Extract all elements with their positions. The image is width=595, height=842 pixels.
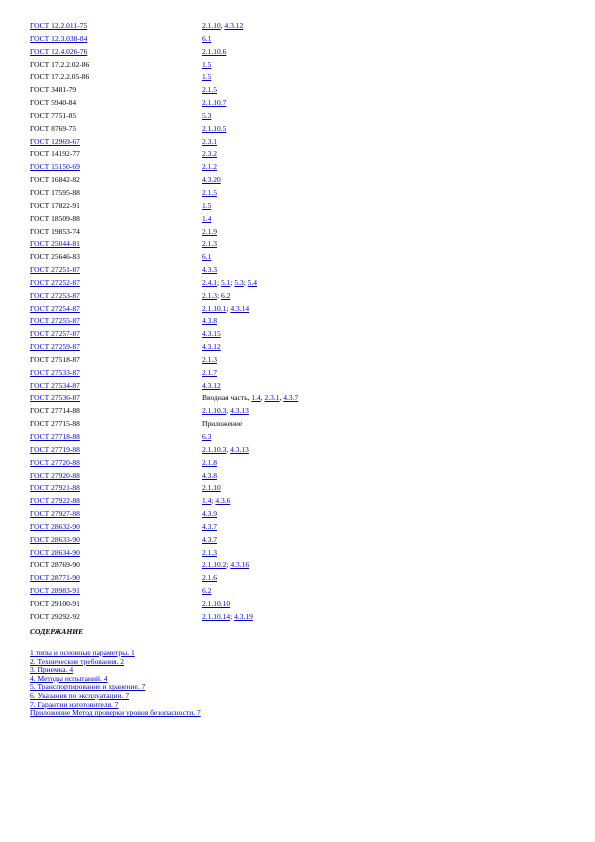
contents-title: СОДЕРЖАНИЕ — [30, 627, 84, 636]
standard-label: ГОСТ 14192-77 — [30, 149, 80, 159]
toc-link[interactable]: 7. Гарантии изготовителя. 7 — [30, 699, 119, 709]
standard-link[interactable]: ГОСТ 27533-87 — [30, 367, 80, 377]
clause-link[interactable]: 2.1.10.14 — [202, 611, 231, 621]
clause-link[interactable]: 4.3.14 — [230, 303, 250, 313]
standard-cell — [30, 161, 202, 174]
clause-link[interactable]: 6.3 — [202, 432, 212, 441]
standard-link[interactable]: ГОСТ 27720-88 — [30, 457, 80, 467]
clause-link[interactable]: 4.3.8 — [202, 316, 217, 326]
clause-link[interactable]: 4.3.12 — [202, 380, 221, 390]
clause-cell — [202, 418, 402, 431]
table-row — [30, 598, 402, 611]
standard-cell — [30, 277, 202, 290]
table-row — [30, 431, 402, 444]
clause-link[interactable]: 4.3.13 — [230, 406, 249, 416]
standard-cell — [30, 238, 202, 251]
table-row — [30, 161, 402, 174]
standard-link[interactable]: ГОСТ 27719-88 — [30, 444, 80, 454]
clause-cell — [202, 341, 402, 354]
clause-cell — [202, 585, 402, 598]
clause-cell — [202, 547, 402, 560]
standard-cell — [30, 495, 202, 508]
clause-link[interactable]: 2.1.8 — [202, 457, 217, 467]
table-row — [30, 97, 402, 110]
table-row — [30, 341, 402, 354]
table-row — [30, 444, 402, 457]
table-row — [30, 521, 402, 534]
clause-link[interactable]: 4.3.7 — [202, 534, 217, 544]
table-row — [30, 59, 402, 72]
standard-cell — [30, 585, 202, 598]
standard-link[interactable]: ГОСТ 27920-88 — [30, 470, 80, 480]
clause-link[interactable]: 4.3.16 — [230, 560, 250, 570]
standard-link[interactable]: ГОСТ 27921-88 — [30, 483, 80, 493]
standard-label: ГОСТ 16842-82 — [30, 175, 80, 185]
standard-cell — [30, 303, 202, 316]
table-row — [30, 392, 402, 405]
standard-cell — [30, 174, 202, 187]
standard-cell — [30, 84, 202, 97]
standard-label: ГОСТ 27714-88 — [30, 406, 80, 416]
table-row — [30, 354, 402, 367]
toc-link[interactable]: 4. Методы испытаний. 4 — [30, 673, 108, 683]
standard-cell — [30, 431, 202, 444]
standard-label: ГОСТ 29100-91 — [30, 598, 80, 608]
standard-cell — [30, 418, 202, 431]
clause-text: , — [220, 21, 225, 30]
clause-link[interactable]: 2.1.10.3 — [202, 406, 227, 416]
table-row — [30, 123, 402, 136]
clause-text: ; — [243, 277, 248, 287]
clause-link[interactable]: 2.1.10 — [202, 21, 221, 30]
standard-label: ГОСТ 7751-85 — [30, 110, 77, 120]
standard-cell — [30, 482, 202, 495]
standard-cell — [30, 547, 202, 560]
standard-cell — [30, 213, 202, 226]
clause-link[interactable]: 5.4 — [247, 277, 258, 287]
clause-cell — [202, 559, 402, 572]
table-row — [30, 315, 402, 328]
clause-text: ; — [230, 611, 235, 621]
standard-cell — [30, 136, 202, 149]
standard-label: ГОСТ 8769-75 — [30, 123, 77, 133]
references-table — [30, 20, 402, 624]
clause-link[interactable]: 4.3.7 — [283, 393, 299, 403]
clause-link[interactable]: 1.4 — [202, 213, 212, 223]
standard-cell — [30, 444, 202, 457]
standard-cell — [30, 405, 202, 418]
clause-text: Приложение — [202, 419, 243, 429]
standard-link[interactable]: ГОСТ 28983-91 — [30, 586, 80, 596]
standard-link[interactable]: ГОСТ 28632-90 — [30, 521, 80, 531]
standard-cell — [30, 598, 202, 611]
clause-cell — [202, 315, 402, 328]
clause-cell — [202, 277, 402, 290]
standard-link[interactable]: ГОСТ 28771-90 — [30, 573, 80, 583]
standard-cell — [30, 392, 202, 405]
standard-cell — [30, 315, 202, 328]
clause-cell — [202, 303, 402, 316]
clause-link[interactable]: 6.1 — [202, 252, 212, 262]
standard-cell — [30, 470, 202, 483]
clause-cell — [202, 71, 402, 84]
standard-cell — [30, 123, 202, 136]
standard-cell — [30, 264, 202, 277]
clause-text: , — [260, 393, 265, 403]
clause-cell — [202, 226, 402, 239]
standard-label: ГОСТ 17.2.2.05-86 — [30, 72, 90, 82]
standard-link[interactable]: ГОСТ 12.2.011-75 — [30, 21, 88, 30]
table-row — [30, 572, 402, 585]
table-row — [30, 136, 402, 149]
clause-cell — [202, 495, 402, 508]
standard-link[interactable]: ГОСТ 27252-87 — [30, 277, 80, 287]
clause-cell — [202, 200, 402, 213]
standard-cell — [30, 290, 202, 303]
standard-label: ГОСТ 27518-87 — [30, 354, 80, 364]
clause-link[interactable]: 2.1.5 — [202, 187, 217, 197]
table-row — [30, 482, 402, 495]
table-row — [30, 238, 402, 251]
clause-link[interactable]: 4.3.12 — [224, 21, 244, 30]
clause-cell — [202, 33, 402, 46]
clause-text: , — [226, 406, 231, 416]
clause-cell — [202, 380, 402, 393]
clause-link[interactable]: 2.1.10.10 — [202, 598, 231, 608]
standard-cell — [30, 328, 202, 341]
standard-label: ГОСТ 17822-91 — [30, 200, 80, 210]
clause-link[interactable]: 2.3.1 — [202, 136, 217, 146]
clause-link[interactable]: 4.3.3 — [202, 265, 217, 275]
clause-text: ; — [226, 303, 231, 313]
table-row — [30, 470, 402, 483]
standard-cell — [30, 367, 202, 380]
standard-link[interactable]: ГОСТ 28633-90 — [30, 534, 80, 544]
standard-cell — [30, 508, 202, 521]
clause-link[interactable]: 6.2 — [202, 586, 212, 596]
standard-cell — [30, 59, 202, 72]
table-row — [30, 213, 402, 226]
clause-link[interactable]: 2.4.1 — [202, 277, 217, 287]
clause-link[interactable]: 2.1.10.2 — [202, 560, 227, 570]
standard-cell — [30, 354, 202, 367]
clause-link[interactable]: 4.3.13 — [230, 444, 249, 454]
table-row — [30, 367, 402, 380]
table-row — [30, 264, 402, 277]
table-row — [30, 585, 402, 598]
clause-link[interactable]: 2.1.7 — [202, 367, 217, 377]
standard-cell — [30, 200, 202, 213]
clause-link[interactable]: 5.3 — [234, 277, 244, 287]
standard-label: ГОСТ 28769-90 — [30, 560, 80, 570]
table-of-contents — [30, 649, 201, 718]
standard-link[interactable]: ГОСТ 27534-87 — [30, 380, 80, 390]
clause-cell — [202, 354, 402, 367]
clause-cell — [202, 59, 402, 72]
clause-cell — [202, 572, 402, 585]
table-row — [30, 251, 402, 264]
table-row — [30, 226, 402, 239]
standard-cell — [30, 71, 202, 84]
clause-cell — [202, 328, 402, 341]
standard-link[interactable]: ГОСТ 27927-88 — [30, 509, 80, 519]
clause-link[interactable]: 2.1.10.3 — [202, 444, 227, 454]
standard-cell — [30, 97, 202, 110]
clause-link[interactable]: 4.3.19 — [234, 611, 253, 621]
toc-link[interactable]: 3. Приемка. 4 — [30, 665, 74, 675]
table-row — [30, 405, 402, 418]
clause-cell — [202, 521, 402, 534]
clause-link[interactable]: 4.3.7 — [202, 521, 217, 531]
toc-link[interactable]: 6. Указания по эксплуатации. 7 — [30, 690, 130, 700]
standard-label: ГОСТ 3481-79 — [30, 85, 77, 95]
clause-cell — [202, 213, 402, 226]
standard-label: ГОСТ 17595-88 — [30, 187, 80, 197]
table-row — [30, 534, 402, 547]
clause-link[interactable]: 2.1.10.5 — [202, 123, 227, 133]
table-row — [30, 328, 402, 341]
references-body — [30, 20, 402, 624]
clause-text: ; — [230, 277, 235, 287]
clause-link[interactable]: 2.1.3 — [202, 239, 217, 249]
standard-link[interactable]: ГОСТ 12.4.026-76 — [30, 46, 88, 56]
standard-cell — [30, 380, 202, 393]
clause-link[interactable]: 1.5 — [202, 200, 212, 210]
clause-cell — [202, 611, 402, 624]
clause-link[interactable]: 1.4 — [202, 496, 212, 506]
standard-link[interactable]: ГОСТ 27251-87 — [30, 265, 80, 275]
clause-cell — [202, 534, 402, 547]
clause-cell — [202, 251, 402, 264]
standard-link[interactable]: ГОСТ 27254-87 — [30, 303, 80, 313]
clause-cell — [202, 290, 402, 303]
table-row — [30, 547, 402, 560]
standard-link[interactable]: ГОСТ 27257-87 — [30, 329, 80, 339]
standard-cell — [30, 457, 202, 470]
clause-link[interactable]: 2.1.5 — [202, 85, 217, 95]
standard-label: ГОСТ 17.2.2.02-86 — [30, 59, 90, 69]
table-row — [30, 559, 402, 572]
standard-label: ГОСТ 19853-74 — [30, 226, 80, 236]
standard-link[interactable]: ГОСТ 27253-87 — [30, 290, 80, 300]
standard-label: ГОСТ 27715-88 — [30, 419, 80, 429]
clause-text: ; — [211, 496, 216, 506]
clause-link[interactable]: 2.1.10 — [202, 483, 221, 493]
clause-link[interactable]: 2.1.10.7 — [202, 98, 227, 108]
standard-cell — [30, 187, 202, 200]
clause-text: , — [226, 444, 231, 454]
standard-link[interactable]: ГОСТ 27922-88 — [30, 496, 80, 506]
clause-cell — [202, 392, 402, 405]
standard-cell — [30, 341, 202, 354]
clause-cell — [202, 264, 402, 277]
clause-cell — [202, 20, 402, 33]
toc-item — [30, 709, 201, 718]
clause-link[interactable]: 4.3.9 — [202, 509, 217, 519]
standard-cell — [30, 534, 202, 547]
table-row — [30, 457, 402, 470]
standard-cell — [30, 46, 202, 59]
clause-cell — [202, 187, 402, 200]
clause-cell — [202, 174, 402, 187]
clause-cell — [202, 136, 402, 149]
clause-cell — [202, 84, 402, 97]
clause-link[interactable]: 1.4 — [251, 393, 261, 403]
clause-text: ; — [217, 290, 221, 300]
clause-cell — [202, 123, 402, 136]
clause-link[interactable]: 4.3.8 — [202, 470, 217, 480]
clause-link[interactable]: 5.3 — [202, 110, 212, 120]
table-row — [30, 200, 402, 213]
standard-cell — [30, 611, 202, 624]
clause-link[interactable]: 2.1.6 — [202, 573, 217, 583]
clause-text: ; — [217, 277, 221, 287]
standard-link[interactable]: ГОСТ 27259-87 — [30, 342, 80, 352]
clause-link[interactable]: 2.1.3 — [202, 354, 217, 364]
table-row — [30, 33, 402, 46]
clause-text: Вводная часть, — [202, 393, 252, 403]
clause-cell — [202, 457, 402, 470]
standard-link[interactable]: ГОСТ 25044-81 — [30, 239, 80, 249]
table-row — [30, 611, 402, 624]
clause-link[interactable]: 4.3.6 — [215, 496, 231, 506]
table-row — [30, 277, 402, 290]
clause-text: , — [279, 393, 284, 403]
clause-link[interactable]: 5.1 — [220, 277, 231, 287]
clause-cell — [202, 148, 402, 161]
toc-link[interactable]: 2. Технические требования. 2 — [30, 656, 125, 666]
clause-cell — [202, 367, 402, 380]
clause-link[interactable]: 2.1.10.1 — [202, 303, 227, 313]
standard-cell — [30, 33, 202, 46]
table-row — [30, 84, 402, 97]
clause-link[interactable]: 6.2 — [220, 290, 231, 300]
standard-link[interactable]: ГОСТ 15150-69 — [30, 162, 80, 172]
table-row — [30, 303, 402, 316]
table-row — [30, 110, 402, 123]
clause-cell — [202, 405, 402, 418]
clause-link[interactable]: 2.1.10.6 — [202, 46, 227, 56]
clause-cell — [202, 598, 402, 611]
clause-link[interactable]: 4.3.15 — [202, 329, 221, 339]
table-row — [30, 418, 402, 431]
toc-link[interactable]: 5. Транспортирование и хранение. 7 — [30, 682, 146, 692]
clause-link[interactable]: 6.1 — [202, 33, 212, 43]
standard-cell — [30, 148, 202, 161]
clause-cell — [202, 482, 402, 495]
standard-cell — [30, 226, 202, 239]
table-row — [30, 380, 402, 393]
clause-link[interactable]: 2.1.9 — [202, 226, 217, 236]
standard-link[interactable]: ГОСТ 12969-67 — [30, 136, 80, 146]
standard-label: ГОСТ 5940-84 — [30, 98, 77, 108]
standard-cell — [30, 559, 202, 572]
table-row — [30, 174, 402, 187]
standard-cell — [30, 110, 202, 123]
clause-link[interactable]: 1.5 — [202, 72, 212, 82]
table-row — [30, 187, 402, 200]
clause-cell — [202, 470, 402, 483]
standard-cell — [30, 521, 202, 534]
clause-cell — [202, 238, 402, 251]
toc-link[interactable]: Приложение Метод проверки уровня безопасности. 7 — [30, 708, 201, 718]
clause-link[interactable]: 4.3.12 — [202, 342, 221, 352]
standard-link[interactable]: ГОСТ 28634-90 — [30, 547, 80, 557]
standard-label: ГОСТ 18509-88 — [30, 213, 80, 223]
toc-link[interactable]: 1 типы и основные параметры. 1 — [30, 648, 135, 657]
table-row — [30, 290, 402, 303]
table-row — [30, 148, 402, 161]
standard-link[interactable]: ГОСТ 27255-87 — [30, 316, 80, 326]
clause-cell — [202, 161, 402, 174]
standard-link[interactable]: ГОСТ 12.3.038-84 — [30, 33, 88, 43]
clause-link[interactable]: 2.1.2 — [202, 162, 217, 172]
clause-text: ; — [226, 560, 231, 570]
standard-cell — [30, 20, 202, 33]
standard-label: ГОСТ 25646-83 — [30, 252, 80, 262]
clause-link[interactable]: 2.3.2 — [202, 149, 217, 159]
clause-link[interactable]: 4.3.20 — [202, 175, 221, 185]
standard-label: ГОСТ 29292-92 — [30, 611, 80, 621]
table-row — [30, 508, 402, 521]
standard-link[interactable]: ГОСТ 27536-87 — [30, 393, 80, 403]
clause-link[interactable]: 2.1.3 — [202, 290, 217, 300]
clause-link[interactable]: 2.3.1 — [264, 393, 280, 403]
clause-cell — [202, 444, 402, 457]
clause-cell — [202, 46, 402, 59]
table-row — [30, 46, 402, 59]
table-row — [30, 495, 402, 508]
clause-link[interactable]: 2.1.3 — [202, 547, 217, 557]
table-row — [30, 71, 402, 84]
clause-cell — [202, 110, 402, 123]
clause-cell — [202, 431, 402, 444]
clause-link[interactable]: 1.5 — [202, 59, 212, 69]
standard-cell — [30, 251, 202, 264]
table-row — [30, 20, 402, 33]
clause-cell — [202, 97, 402, 110]
clause-cell — [202, 508, 402, 521]
standard-link[interactable]: ГОСТ 27718-88 — [30, 432, 80, 441]
standard-cell — [30, 572, 202, 585]
